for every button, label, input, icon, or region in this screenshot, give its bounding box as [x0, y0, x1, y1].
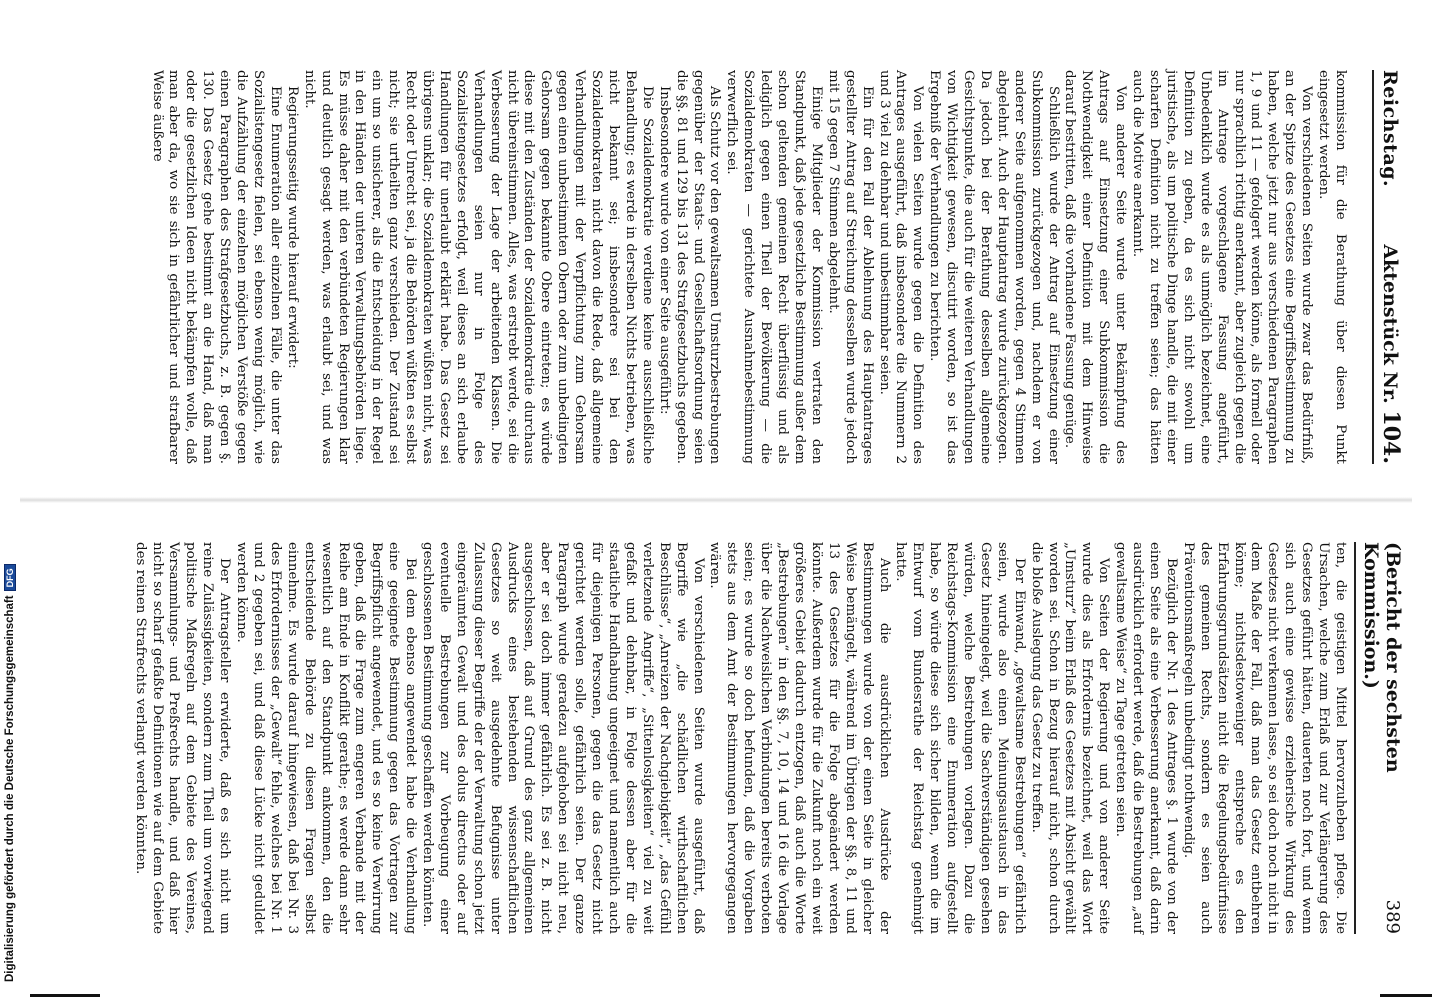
- paragraph: Schließlich wurde der Antrag auf Einsetzung einer Subkommission zurückgezogen und, nachdem er von anderer Seite aufgenommen worden, gegen 4 Stimmen abgelehnt. Auch der Hauptantrag wurde zurückgezogen. Da jedoch bei der Berathung desselben allgemeine Gesichtspunkte, die auch für die weiteren Verhandlungen von Wichtigkeit gewesen, discutirt worden, so ist das Ergebniß der Verhandlungen zu berichten.: [927, 70, 1061, 464]
- paragraph: ten, die geistigen Mittel hervorzuheben pflege. Die Ursachen, welche zum Erlaß und zur Verlängerung des Gesetzes geführt hätten, dauerten noch fort, und wenn sich auch eine gewisse erzieherische Wirkung des Gesetzes nicht verkennen lasse, so sei doch noch nicht in dem Maße der Fall, daß man das Gesetz entbehren könne; nichtsdestoweniger entspreche es den Erfahrungsgrundsätzen nicht die Regelungsbedürfnisse des gemeinen Rechts, sondern es seien auch Präventionsmaßregeln unbedingt nothwendig.: [1180, 542, 1348, 934]
- scan-edge-mark: [1380, 994, 1432, 997]
- paragraph: Von verschiedenen Seiten wurde ausgeführt, daß Begriffe wie „die schädlichen wirthschaftlichen Beschlüsse“, „Anreizen der Nachgiebigkeit“, „das Gefühl verletzende Angriffe“, „Sittenlosigkeiten“ viel zu weit gefaßt und dehnbar, in Folge dessen aber für die staatliche Handhabung ungeeignet und namentlich auch für diejenigen Personen, gegen die das Gesetz nicht gerichtet werden solle, gefährlich seien. Der ganze Paragraph wurde geradezu aufgehoben sei nicht neu, aber er sei doch immer gefährlich. Es sei z. B. nicht ausgeschlossen, daß auf Grund des ganz allgemeinen Ausdrucks eines bestehenden wissenschaftlichen Gesetzes so weit ausgedehnte Befugnisse unter Zulassung dieser Begriffe der der Verwaltung schon jetzt eingeräumten Gewalt und des dolus directus oder auf eventuelle Bestrebungen zur Vorbeugung einer geschlossenen Bestimmung geschaffen werden könnten.: [420, 542, 706, 934]
- paragraph: kommission für die Berathung über diesen Punkt eingesetzt werden.: [1316, 70, 1348, 464]
- paragraph: Eine Enumeration aller einzelnen Fälle, die unter das Sozialistengesetz fielen, sei ebenso wenig möglich, wie die Aufzählung der einzelnen möglichen Verstöße gegen einen Paragraphen des Strafgesetzbuchs, z. B. gegen §. 130. Das Gesetz gehe bestimmt an die Hand, daß man oder die gesetzlichen Ideen nicht bekämpfen wolle, daß man aber da, wo sie sich in gefährlicher und strafbarer Weise äußere: [149, 70, 283, 464]
- paragraph: Einige Mitglieder der Kommission vertraten den Standpunkt, daß jede gesetzliche Bestimmung außer dem schon geltenden gemeinen Recht überflüssig und als lediglich gegen einen Theil der Bevölkerung — die Sozialdemokraten — gerichtete Ausnahmebestimmung verwerflich sei.: [724, 70, 824, 464]
- running-head-document-number: 104.: [1378, 410, 1404, 464]
- paragraph: Von Seiten der Regierung und von anderer Seite wurde dies als Erfordernis bezeichnet, weil das Wort „Umsturz“ beim Erlaß des Gesetzes mit Absicht gewählt worden sei. Schon in Bezug hierauf nicht, schon durch die bloße Auslegung das Gesetz zu treffen.: [1028, 542, 1112, 934]
- paragraph: Bezüglich der Nr. 1 des Antrages §. 1 wurde von der einen Seite als eine Verbesserung anerkannt, daß darin ausdrücklich erfordert werde, daß die Bestrebungen „auf gewaltsame Weise“ zu Tage getreten seien.: [1113, 542, 1179, 934]
- running-head-right-page: [1354, 542, 1404, 934]
- paragraph: Ein für den Fall der Ablehnung des Hauptantrages gestellter Antrag auf Streichung desselben wurde jedoch mit 15 gegen 7 Stimmen abgelehnt.: [825, 70, 875, 464]
- page-number: 389: [1382, 899, 1403, 934]
- left-page-text-column: [148, 70, 1348, 464]
- paragraph: Der Antragsteller erwiderte, daß es sich nicht um reine Zulässigkeiten, sondern zum Theil um vorwiegend politische Maßregeln auf dem Gebiete des Vereines, Versammlungs- und Preßrechts handle, und daß hier nicht so scharf gefaßte Definitionen wie auf dem Gebiete des reinen Strafrechts verlangt werden könnten.: [132, 542, 233, 934]
- running-head-document: [1378, 244, 1404, 464]
- paragraph: Die Sozialdemokratie verdiene keine ausschließliche Behandlung; es werde in derselben Nichts betrieben, was nicht bekannt sei; insbesondere sei bei den Sozialdemokraten nicht davon die Rede, daß allgemeine Verhandlungen mit der Verpflichtung zum Gehorsam gegen einen unbestimmten Obern oder zum unbedingten Gehorsam gegen bekannte Obere eintreten; es würde diese mit den Zuständen der Sozialdemokratie durchaus nicht übereinstimmen. Alles, was erstrebt werde, sei die Verbesserung der Lage der arbeitenden Klassen. Die Verhandlungen seien nur in Folge des Sozialistengesetzes erfolgt, weil dieses an sich erlaube Handlungen für unerlaubt erklärt habe. Das Gesetz sei übrigens unklar; die Sozialdemokraten wüßten nicht, was Recht oder Unrecht sei, ja die Behörden wüßten es selbst nicht; sie urtheilten ganz verschieden. Der Zustand sei ein um so unsicherer, als die Entscheidung in der Regel in den Händen der unteren Verwaltungsbehörden liege. Es müsse daher mit den verbündeten Regierungen klar und deutlich gesagt werden, was erlaubt sei, und was nicht.: [301, 70, 655, 464]
- digitization-credit-strip: [0, 0, 20, 1000]
- running-head-document-label: Aktenstück Nr.: [1379, 244, 1401, 404]
- paragraph: Bei dem ebenso angewendet habe die Verhandlung eine geeignete Bestimmung gegen das Vortragen zur Begriffspflicht angewendet, und es so keine Verwirrung geben, daß die Frage zum engeren Verbande mit der Reihe am Ende in Konflikt gerathe; es werde dann sehr wesentlich auf den Standpunkt ankommen, den die entscheidende Behörde zu diesen Fragen selbst einnehme. Es wurde darauf hingewiesen, daß bei Nr. 3 des Erfordernisses der „Gewalt“ fehle, welches bei Nr. 1 und 2 gegeben sei, und daß diese Lücke nicht geduldet werden könne.: [234, 542, 419, 934]
- running-head-title: Reichstag.: [1379, 70, 1401, 188]
- digitization-credit-text: Digitalisierung gefördert durch die Deutsche Forschungsgemeinschaft: [4, 595, 16, 982]
- paragraph: Als Schutz vor den gewaltsamen Umsturzbestrebungen gegenüber der Staats- und Gesellschaftsordnung seien die §§. 81 und 129 bis 131 des Strafgesetzbuchs gegeben.: [673, 70, 723, 464]
- right-page: [0, 500, 1432, 1000]
- paragraph: Der Einwand, „gewaltsame Bestrebungen“ gefährlich seien, wurde also einen Meinungsaustausch in das Gesetz hineingelegt, weil die Sachverständigen gesehen würden, welche Bestrebungen vorlagen. Dazu die Reichstags-Kommission eine Enumeration aufgestellt habe, so würde diese sich sicher bilden, wenn die im Entwurf vom Bundesrathe der Reichstag genehmigt hatte.: [893, 542, 1027, 934]
- paragraph: Von vielen Seiten wurde gegen die Definition des Antrages ausgeführt, daß insbesondere die Nummern 2 und 3 viel zu dehnbar und unbestimmbar seien.: [876, 70, 926, 464]
- paragraph: Auch die ausdrücklichen Ausdrücke der Bestimmungen wurde von der einen Seite in gleicher Weise bemängelt, während im Übrigen der §§. 8, 11 und 13 des Gesetzes für die Folge abgeändert werden könnte. Außerdem wurde für die Zukunft noch ein weit größeres Gebiet dadurch entzogen, daß auch die Worte „Bestrebungen“ in den §§. 7, 10, 14 und 16 die Vorlage über die Nachweislichen Verbindungen bereits verboten seien; es wurde so doch befunden, daß die Vorgaben stets aus dem Amt der Bestimmungen hervorgegangen wären.: [707, 542, 892, 934]
- running-head-left-page: [1372, 70, 1404, 464]
- right-page-text-column: [131, 542, 1348, 934]
- paragraph: Insbesondere wurde von einer Seite ausgeführt:: [656, 86, 672, 415]
- scan-edge-mark: [30, 994, 100, 997]
- dfg-logo: DFG: [4, 564, 16, 591]
- digitization-credit: [4, 564, 16, 982]
- running-head-section: (Bericht der sechsten Kommission.): [1360, 542, 1404, 773]
- paragraph: Von verschiedenen Seiten wurde zwar das Bedürfniß, an der Spitze des Gesetzes eine Begriffsbestimmung zu haben, welche jetzt nur aus verschiedenen Paragraphen 1, 9 und 11 — gefolgert werden könne, als formell oder nur sprachlich richtig anerkannt, aber zugleich gegen die im Antrage vorgeschlagene Fassung angeführt, Unbedenklich wurde es als unmöglich bezeichnet, eine Definition zu geben, da es sich nicht sowohl um juristische, als um politische Dinge handle, die mit einer scharfen Definition nicht zu treffen seien; das hätten auch die Motive anerkannt.: [1130, 70, 1315, 464]
- paragraph: Von anderer Seite wurde unter Bekämpfung des Antrags auf Einsetzung einer Subkommission die Nothwendigkeit einer Definition mit dem Hinweise darauf bestritten, daß die vorhandene Fassung genüge.: [1062, 70, 1129, 464]
- paragraph: Regierungsseitig wurde hierauf erwidert:: [284, 86, 300, 369]
